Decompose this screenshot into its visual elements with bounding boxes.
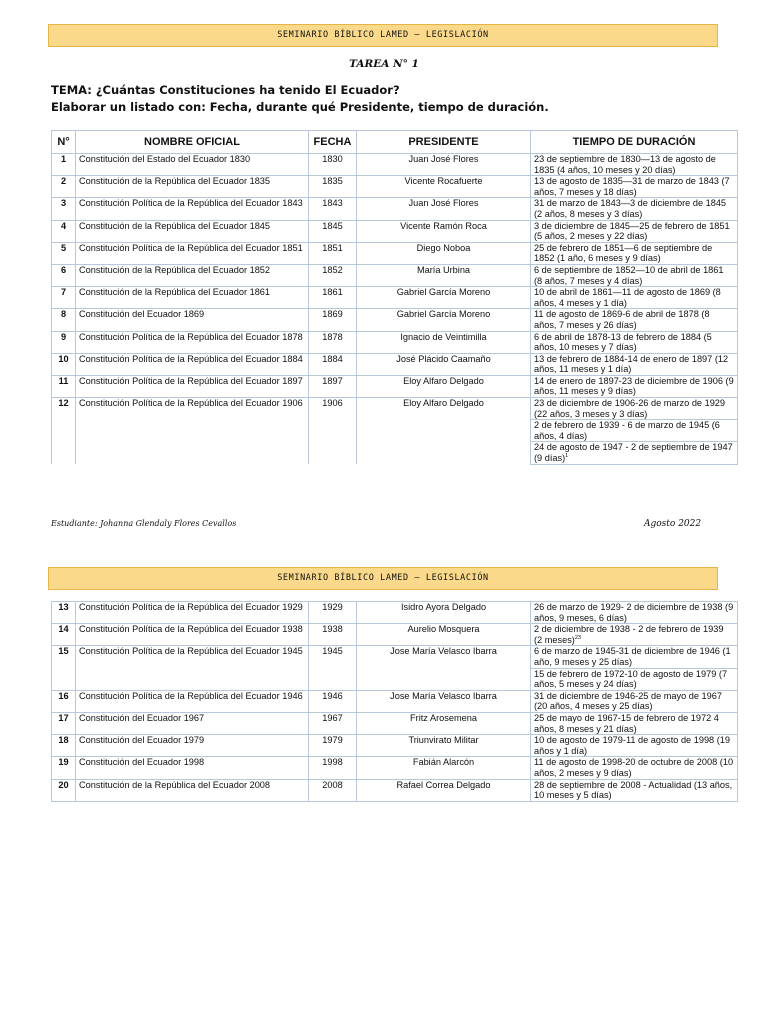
cell-presidente: Ignacio de Veintimilla <box>357 331 531 353</box>
table-row <box>52 624 738 646</box>
cell-tiempo: 11 de agosto de 1869-6 de abril de 1878 (8 años, 7 meses y 26 días) <box>531 309 738 331</box>
cell-fecha: 1906 <box>309 398 357 465</box>
cell-tiempo: 10 de agosto de 1979-11 de agosto de 1998 (19 años y 1 día) <box>531 735 738 757</box>
cell-tiempo: 6 de abril de 1878-13 de febrero de 1884 (5 años, 10 meses y 7 días) <box>531 331 738 353</box>
cell-n: 6 <box>52 264 76 286</box>
cell-nombre: Constitución Política de la República del Ecuador 1946 <box>76 690 309 712</box>
cell-nombre: Constitución Política de la República del Ecuador 1938 <box>76 624 309 646</box>
cell-n: 7 <box>52 287 76 309</box>
cell-n: 1 <box>52 154 76 176</box>
cell-fecha: 1929 <box>309 602 357 624</box>
cell-nombre: Constitución del Ecuador 1998 <box>76 757 309 779</box>
cell-tiempo: 13 de agosto de 1835—31 de marzo de 1843 (7 años, 7 meses y 18 días) <box>531 176 738 198</box>
cell-presidente: Fritz Arosemena <box>357 712 531 734</box>
table-row <box>52 353 738 375</box>
cell-nombre: Constitución del Ecuador 1869 <box>76 309 309 331</box>
cell-nombre: Constitución Política de la República del Ecuador 1945 <box>76 646 309 690</box>
cell-n: 11 <box>52 375 76 397</box>
cell-nombre: Constitución del Ecuador 1967 <box>76 712 309 734</box>
cell-n: 17 <box>52 712 76 734</box>
cell-n: 12 <box>52 398 76 465</box>
cell-n: 13 <box>52 602 76 624</box>
cell-tiempo: 2 de febrero de 1939 - 6 de marzo de 1945 (6 años, 4 días) <box>531 420 738 442</box>
document-date: Agosto 2022 <box>644 519 702 529</box>
table-row <box>52 712 738 734</box>
page1-banner: SEMINARIO BÍBLICO LAMED – LEGISLACIÓN <box>48 24 718 47</box>
cell-nombre: Constitución del Ecuador 1979 <box>76 735 309 757</box>
cell-fecha: 1843 <box>309 198 357 220</box>
footnote-marker: 1 <box>565 452 569 459</box>
table-row <box>52 690 738 712</box>
table-row <box>52 220 738 242</box>
cell-presidente: Jose María Velasco Ibarra <box>357 690 531 712</box>
cell-nombre: Constitución Política de la República del Ecuador 1884 <box>76 353 309 375</box>
cell-presidente: Juan José Flores <box>357 198 531 220</box>
cell-presidente: Aurelio Mosquera <box>357 624 531 646</box>
cell-nombre: Constitución de la República del Ecuador 1861 <box>76 287 309 309</box>
table-row <box>52 331 738 353</box>
tiempo-text: 2 de diciembre de 1938 - 2 de febrero de 1939 (2 meses) <box>534 624 724 645</box>
cell-fecha: 1979 <box>309 735 357 757</box>
table-row <box>52 398 738 420</box>
header-fecha: FECHA <box>309 131 357 154</box>
table-row <box>52 757 738 779</box>
cell-n: 5 <box>52 242 76 264</box>
cell-fecha: 1852 <box>309 264 357 286</box>
cell-nombre: Constitución de la República del Ecuador 1835 <box>76 176 309 198</box>
table-row <box>52 198 738 220</box>
topic-line: TEMA: ¿Cuántas Constituciones ha tenido El Ecuador? <box>51 83 400 97</box>
cell-fecha: 1938 <box>309 624 357 646</box>
table-header-row <box>52 131 738 154</box>
header-tiempo: TIEMPO DE DURACIÓN <box>531 131 738 154</box>
cell-n: 9 <box>52 331 76 353</box>
cell-nombre: Constitución Política de la República del Ecuador 1843 <box>76 198 309 220</box>
header-n: N° <box>52 131 76 154</box>
cell-presidente: Isidro Ayora Delgado <box>357 602 531 624</box>
cell-nombre: Constitución Política de la República del Ecuador 1897 <box>76 375 309 397</box>
cell-presidente: Vicente Rocafuerte <box>357 176 531 198</box>
cell-tiempo: 28 de septiembre de 2008 - Actualidad (13 años, 10 meses y 5 días) <box>531 779 738 801</box>
cell-fecha: 1835 <box>309 176 357 198</box>
table-row <box>52 154 738 176</box>
cell-nombre: Constitución Política de la República del Ecuador 1878 <box>76 331 309 353</box>
cell-n: 14 <box>52 624 76 646</box>
cell-fecha: 1830 <box>309 154 357 176</box>
cell-tiempo: 25 de febrero de 1851—6 de septiembre de 1852 (1 año, 6 meses y 9 días) <box>531 242 738 264</box>
cell-fecha: 1861 <box>309 287 357 309</box>
cell-fecha: 1884 <box>309 353 357 375</box>
cell-n: 16 <box>52 690 76 712</box>
cell-tiempo: 25 de mayo de 1967-15 de febrero de 1972 4 años, 8 meses y 21 días) <box>531 712 738 734</box>
constitutions-table-2 <box>51 601 738 802</box>
table-row <box>52 779 738 801</box>
cell-n: 20 <box>52 779 76 801</box>
cell-presidente: Fabián Alarcón <box>357 757 531 779</box>
cell-presidente: Gabriel García Moreno <box>357 287 531 309</box>
cell-nombre: Constitución de la República del Ecuador 1852 <box>76 264 309 286</box>
cell-n: 3 <box>52 198 76 220</box>
cell-tiempo: 14 de enero de 1897-23 de diciembre de 1906 (9 años, 11 meses y 9 días) <box>531 375 738 397</box>
cell-fecha: 1998 <box>309 757 357 779</box>
cell-tiempo <box>531 442 738 464</box>
table-row <box>52 646 738 668</box>
cell-nombre: Constitución del Estado del Ecuador 1830 <box>76 154 309 176</box>
assignment-title: TAREA N° 1 <box>349 58 419 70</box>
cell-presidente: Jose María Velasco Ibarra <box>357 646 531 690</box>
cell-presidente: María Urbina <box>357 264 531 286</box>
cell-fecha: 1945 <box>309 646 357 690</box>
cell-presidente: Triunvirato Militar <box>357 735 531 757</box>
header-nombre: NOMBRE OFICIAL <box>76 131 309 154</box>
cell-tiempo: 6 de septiembre de 1852—10 de abril de 1861 (8 años, 7 meses y 4 días) <box>531 264 738 286</box>
cell-tiempo: 26 de marzo de 1929- 2 de diciembre de 1938 (9 años, 9 meses, 6 días) <box>531 602 738 624</box>
tiempo-text: 24 de agosto de 1947 - 2 de septiembre de 1947 (9 días) <box>534 442 733 464</box>
cell-tiempo: 23 de septiembre de 1830—13 de agosto de 1835 (4 años, 10 meses y 20 días) <box>531 154 738 176</box>
cell-n: 8 <box>52 309 76 331</box>
cell-tiempo: 10 de abril de 1861—11 de agosto de 1869 (8 años, 4 meses y 1 día) <box>531 287 738 309</box>
cell-presidente: Diego Noboa <box>357 242 531 264</box>
cell-n: 10 <box>52 353 76 375</box>
cell-nombre: Constitución Política de la República del Ecuador 1929 <box>76 602 309 624</box>
table-row <box>52 309 738 331</box>
cell-n: 15 <box>52 646 76 690</box>
cell-fecha: 1967 <box>309 712 357 734</box>
header-presidente: PRESIDENTE <box>357 131 531 154</box>
cell-fecha: 1878 <box>309 331 357 353</box>
cell-nombre: Constitución de la República del Ecuador 1845 <box>76 220 309 242</box>
table-row <box>52 176 738 198</box>
cell-fecha: 1845 <box>309 220 357 242</box>
page2-banner: SEMINARIO BÍBLICO LAMED – LEGISLACIÓN <box>48 567 718 590</box>
cell-presidente: Rafael Correa Delgado <box>357 779 531 801</box>
cell-tiempo <box>531 624 738 646</box>
cell-tiempo: 23 de diciembre de 1906-26 de marzo de 1929 (22 años, 3 meses y 3 días) <box>531 398 738 420</box>
cell-tiempo: 3 de diciembre de 1845—25 de febrero de 1851 (5 años, 2 meses y 22 días) <box>531 220 738 242</box>
cell-presidente: Juan José Flores <box>357 154 531 176</box>
cell-presidente: Gabriel García Moreno <box>357 309 531 331</box>
table-row <box>52 242 738 264</box>
table-row <box>52 602 738 624</box>
cell-fecha: 1869 <box>309 309 357 331</box>
table-row <box>52 264 738 286</box>
cell-fecha: 1897 <box>309 375 357 397</box>
instruction-line: Elaborar un listado con: Fecha, durante qué Presidente, tiempo de duración. <box>51 100 549 114</box>
cell-fecha: 2008 <box>309 779 357 801</box>
cell-n: 19 <box>52 757 76 779</box>
cell-n: 18 <box>52 735 76 757</box>
student-name: Estudiante: Johanna Glendaly Flores Cevallos <box>51 519 237 528</box>
cell-nombre: Constitución Política de la República del Ecuador 1906 <box>76 398 309 465</box>
table-row <box>52 375 738 397</box>
cell-presidente: José Plácido Caamaño <box>357 353 531 375</box>
cell-nombre: Constitución de la República del Ecuador 2008 <box>76 779 309 801</box>
footnote-marker: 23 <box>574 634 581 641</box>
cell-tiempo: 6 de marzo de 1945-31 de diciembre de 1946 (1 año, 9 meses y 25 días) <box>531 646 738 668</box>
cell-tiempo: 11 de agosto de 1998-20 de octubre de 2008 (10 años, 2 meses y 9 días) <box>531 757 738 779</box>
cell-fecha: 1946 <box>309 690 357 712</box>
table-row <box>52 735 738 757</box>
cell-tiempo: 31 de marzo de 1843—3 de diciembre de 1845 (2 años, 8 meses y 3 días) <box>531 198 738 220</box>
cell-n: 2 <box>52 176 76 198</box>
cell-tiempo: 31 de diciembre de 1946-25 de mayo de 1967 (20 años, 4 meses y 25 días) <box>531 690 738 712</box>
cell-presidente: Eloy Alfaro Delgado <box>357 398 531 465</box>
cell-n: 4 <box>52 220 76 242</box>
cell-tiempo: 15 de febrero de 1972-10 de agosto de 1979 (7 años, 5 meses y 24 días) <box>531 668 738 690</box>
cell-nombre: Constitución Política de la República del Ecuador 1851 <box>76 242 309 264</box>
cell-fecha: 1851 <box>309 242 357 264</box>
cell-tiempo: 13 de febrero de 1884-14 de enero de 1897 (12 años, 11 meses y 1 día) <box>531 353 738 375</box>
constitutions-table-1 <box>51 130 738 465</box>
cell-presidente: Eloy Alfaro Delgado <box>357 375 531 397</box>
cell-presidente: Vicente Ramón Roca <box>357 220 531 242</box>
table-row <box>52 287 738 309</box>
